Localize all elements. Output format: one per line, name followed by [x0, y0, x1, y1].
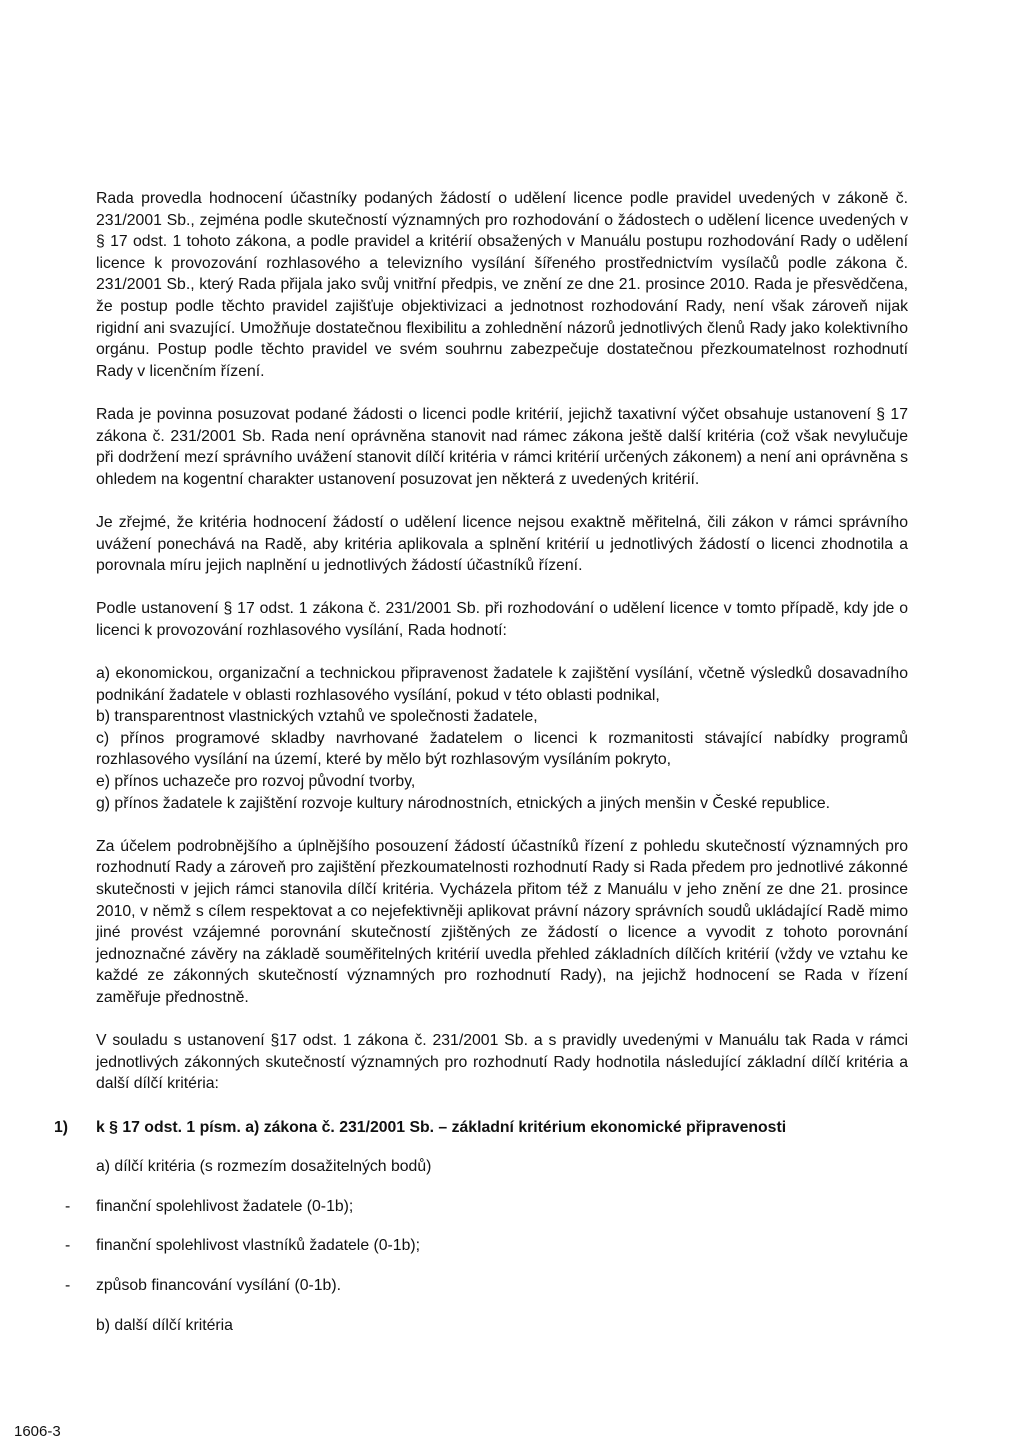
list-item	[65, 1196, 908, 1218]
paragraph-criteria-measurability: Je zřejmé, že kritéria hodnocení žádostí o udělení licence nejsou exaktně měřitelná, čili zákon v rámci správního uvážení ponechává na Radě, aby kritéria aplikovala a splnění kritérií u jednotlivých žádostí o licenci zhodnotila a porovnala míru jejich naplnění u jednotlivých žádostí účastníků řízení.	[96, 513, 908, 575]
list-item: a) ekonomickou, organizační a technickou připravenost žadatele k zajištění vysílání, včetně výsledků dosavadního podnikání žadatele v oblasti rozhlasového vysílání, pokud v této oblasti podnikal,	[96, 665, 908, 704]
paragraph-partial-criteria: Za účelem podrobnějšího a úplnějšího posouzení žádostí účastníků řízení z pohledu skutečností významných pro rozhodnutí Rady a zároveň pro zajištění přezkoumatelnosti rozhodnutí Rady si Rada předem pro jednotlivé zákonné skutečnosti v jejich rámci stanovila dílčí kritéria. Vycházela přitom též z Manuálu v jeho znění ze dne 21. prosince 2010, v němž s cílem respektovat a co nejefektivněji aplikovat právní názory správních soudů ukládající Radě mimo jiné provést vzájemné porovnání skutečností zjištěných ze žádostí o licence a vyvodit z tohoto porovnání jednoznačné závěry na základě souměřitelných kritérií uvedla přehled základních dílčích kritérií (vždy ve vztahu ke každé ze zákonných skutečností významných pro rozhodnutí Rady), na jejichž hodnocení se Rada v řízení zaměřuje přednostně.	[96, 837, 908, 1006]
list-dash: -	[65, 1237, 71, 1255]
list-dash: -	[65, 1276, 71, 1294]
list-item	[65, 1235, 908, 1257]
list-item-text: způsob financování vysílání (0-1b).	[96, 1276, 341, 1294]
page-number: 1606-3	[14, 1423, 61, 1440]
paragraph-evaluation-basis: Podle ustanovení § 17 odst. 1 zákona č. 231/2001 Sb. při rozhodování o udělení licence v tomto případě, kdy jde o licenci k provozování rozhlasového vysílání, Rada hodnotí:	[96, 600, 908, 639]
paragraph-criteria-obligation: Rada je povinna posuzovat podané žádosti o licenci podle kritérií, jejichž taxativní výčet obsahuje ustanovení § 17 zákona č. 231/2001 Sb. Rada není oprávněna stanovit nad rámec zákona ještě další kritéria (což však nevylučuje při dodržení mezí správního uvážení stanovit dílčí kritéria v rámci kritérií určených zákonem) a není ani oprávněna s ohledem na kogentní charakter ustanovení posuzovat jen některá z uvedených kritérií.	[96, 405, 908, 488]
paragraph-evaluated-criteria: V souladu s ustanovení §17 odst. 1 zákona č. 231/2001 Sb. a s pravidly uvedenými v Manuálu tak Rada v rámci jednotlivých zákonných skutečností významných pro rozhodnutí Rady hodnotila následující základní dílčí kritéria a další dílčí kritéria:	[96, 1032, 908, 1093]
paragraph-evaluation-rules: Rada provedla hodnocení účastníky podaných žádostí o udělení licence podle pravidel uvedených v zákoně č. 231/2001 Sb., zejména podle skutečností významných pro rozhodování o žádostech o udělení licence uvedených v § 17 odst. 1 tohoto zákona, a podle pravidel a kritérií obsažených v Manuálu postupu rozhodování Rady o udělení licence k provozování rozhlasového a televizního vysílání šířeného prostřednictvím vysílačů podle zákona č. 231/2001 Sb., který Rada přijala jako svůj vnitřní předpis, ve znění ze dne 21. prosince 2010. Rada je přesvědčena, že postup podle těchto pravidel zajišťuje objektivizaci a jednotnost rozhodování Rady, není však zároveň nijak rigidní ani svazující. Umožňuje dostatečnou flexibilitu a zohlednění názorů jednotlivých členů Rady jako kolektivního orgánu. Postup podle těchto pravidel ve svém souhrnu zabezpečuje dostatečnou přezkoumatelnost rozhodnutí Rady v licenčním řízení.	[96, 190, 908, 380]
subsection-b-label: b) další dílčí kritéria	[96, 1316, 233, 1334]
list-dash: -	[65, 1197, 71, 1215]
list-item: g) přínos žadatele k zajištění rozvoje kultury národnostních, etnických a jiných menšin v České republice.	[96, 794, 831, 812]
section-number: 1)	[54, 1118, 69, 1136]
document-body	[54, 188, 908, 1336]
list-item: c) přínos programové skladby navrhované žadatelem o licenci k rozmanitosti stávající nabídky programů rozhlasového vysílání na území, které by mělo být rozhlasovým vysíláním pokryto,	[96, 729, 908, 769]
list-item: b) transparentnost vlastnických vztahů ve společnosti žadatele,	[96, 708, 538, 726]
list-item	[65, 1275, 908, 1297]
list-item-text: finanční spolehlivost žadatele (0-1b);	[96, 1197, 354, 1215]
list-item-text: finanční spolehlivost vlastníků žadatele (0-1b);	[96, 1237, 421, 1255]
section-title: k § 17 odst. 1 písm. a) zákona č. 231/2001 Sb. – základní kritérium ekonomické připravenosti	[96, 1118, 787, 1136]
list-item: e) přínos uchazeče pro rozvoj původní tvorby,	[96, 773, 416, 791]
criteria-list	[96, 663, 908, 814]
subsection-a-label: a) dílčí kritéria (s rozmezím dosažitelných bodů)	[96, 1158, 432, 1176]
section-heading	[54, 1117, 908, 1139]
